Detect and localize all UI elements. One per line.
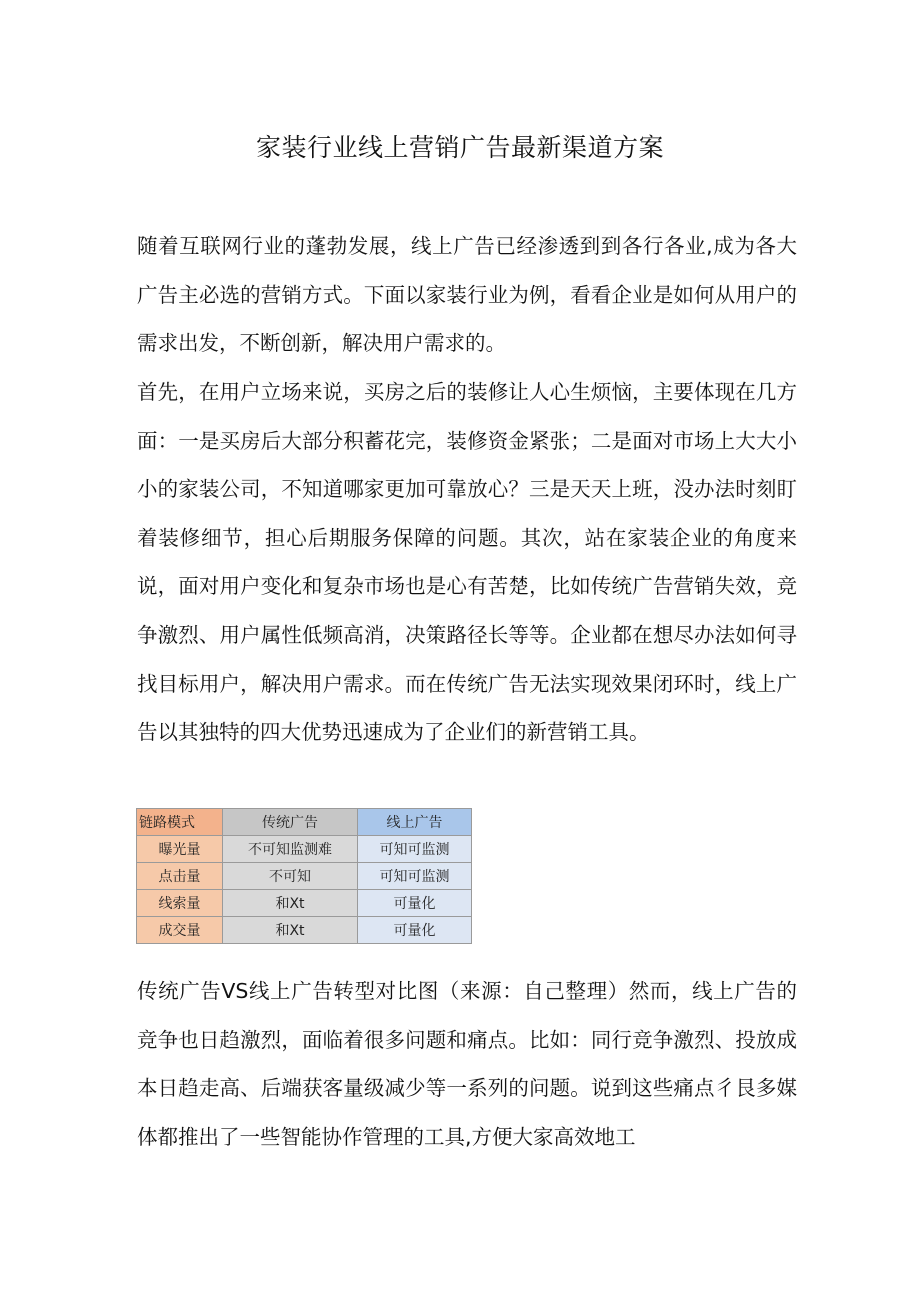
traditional-cell: 和Xt (223, 917, 358, 944)
closing-paragraph: 传统广告VS线上广告转型对比图（来源：自己整理）然而，线上广告的竞争也日趋激烈，面临着很多问题和痛点。比如：同行竞争激烈、投放成本日趋走高、后端获客量级减少等一系列的问题。说到这些痛点彳艮多媒体都推出了一些智能协作管理的工具,方便大家高效地工 (137, 979, 797, 1149)
table-row (137, 863, 472, 890)
body-paragraph: 首先，在用户立场来说，买房之后的装修让人心生烦恼，主要体现在几方面：一是买房后大部分积蓄花完，装修资金紧张；二是面对市场上大大小小的家装公司，不知道哪家更加可靠放心？三是天天上班，没办法时刻盯着装修细节，担心后期服务保障的问题。其次，站在家装企业的角度来说，面对用户变化和复杂市场也是心有苦楚，比如传统广告营销失效，竞争激烈、用户属性低频高消，决策路径长等等。企业都在想尽办法如何寻找目标用户，解决用户需求。而在传统广告无法实现效果闭环时，线上广告以其独特的四大优势迅速成为了企业们的新营销工具。 (137, 380, 797, 745)
header-cell-traditional: 传统广告 (223, 809, 358, 836)
row-label-cell: 点击量 (137, 863, 223, 890)
header-cell-mode: 链路模式 (137, 809, 223, 836)
online-cell: 可知可监测 (358, 836, 472, 863)
table-row (137, 917, 472, 944)
traditional-cell: 不可知监测难 (223, 836, 358, 863)
table-row (137, 890, 472, 917)
header-cell-online: 线上广告 (358, 809, 472, 836)
page-title: 家装行业线上营销广告最新渠道方案 (255, 133, 664, 162)
traditional-cell: 和Xt (223, 890, 358, 917)
row-label-cell: 曝光量 (137, 836, 223, 863)
table-header-row (137, 809, 472, 836)
online-cell: 可量化 (358, 890, 472, 917)
online-cell: 可知可监测 (358, 863, 472, 890)
traditional-cell: 不可知 (223, 863, 358, 890)
online-cell: 可量化 (358, 917, 472, 944)
comparison-table (136, 808, 472, 944)
table-row (137, 836, 472, 863)
row-label-cell: 成交量 (137, 917, 223, 944)
row-label-cell: 线索量 (137, 890, 223, 917)
intro-paragraph: 随着互联网行业的蓬勃发展，线上广告已经渗透到到各行各业,成为各大广告主必选的营销方式。下面以家装行业为例，看看企业是如何从用户的需求出发，不断创新，解决用户需求的。 (137, 234, 797, 356)
